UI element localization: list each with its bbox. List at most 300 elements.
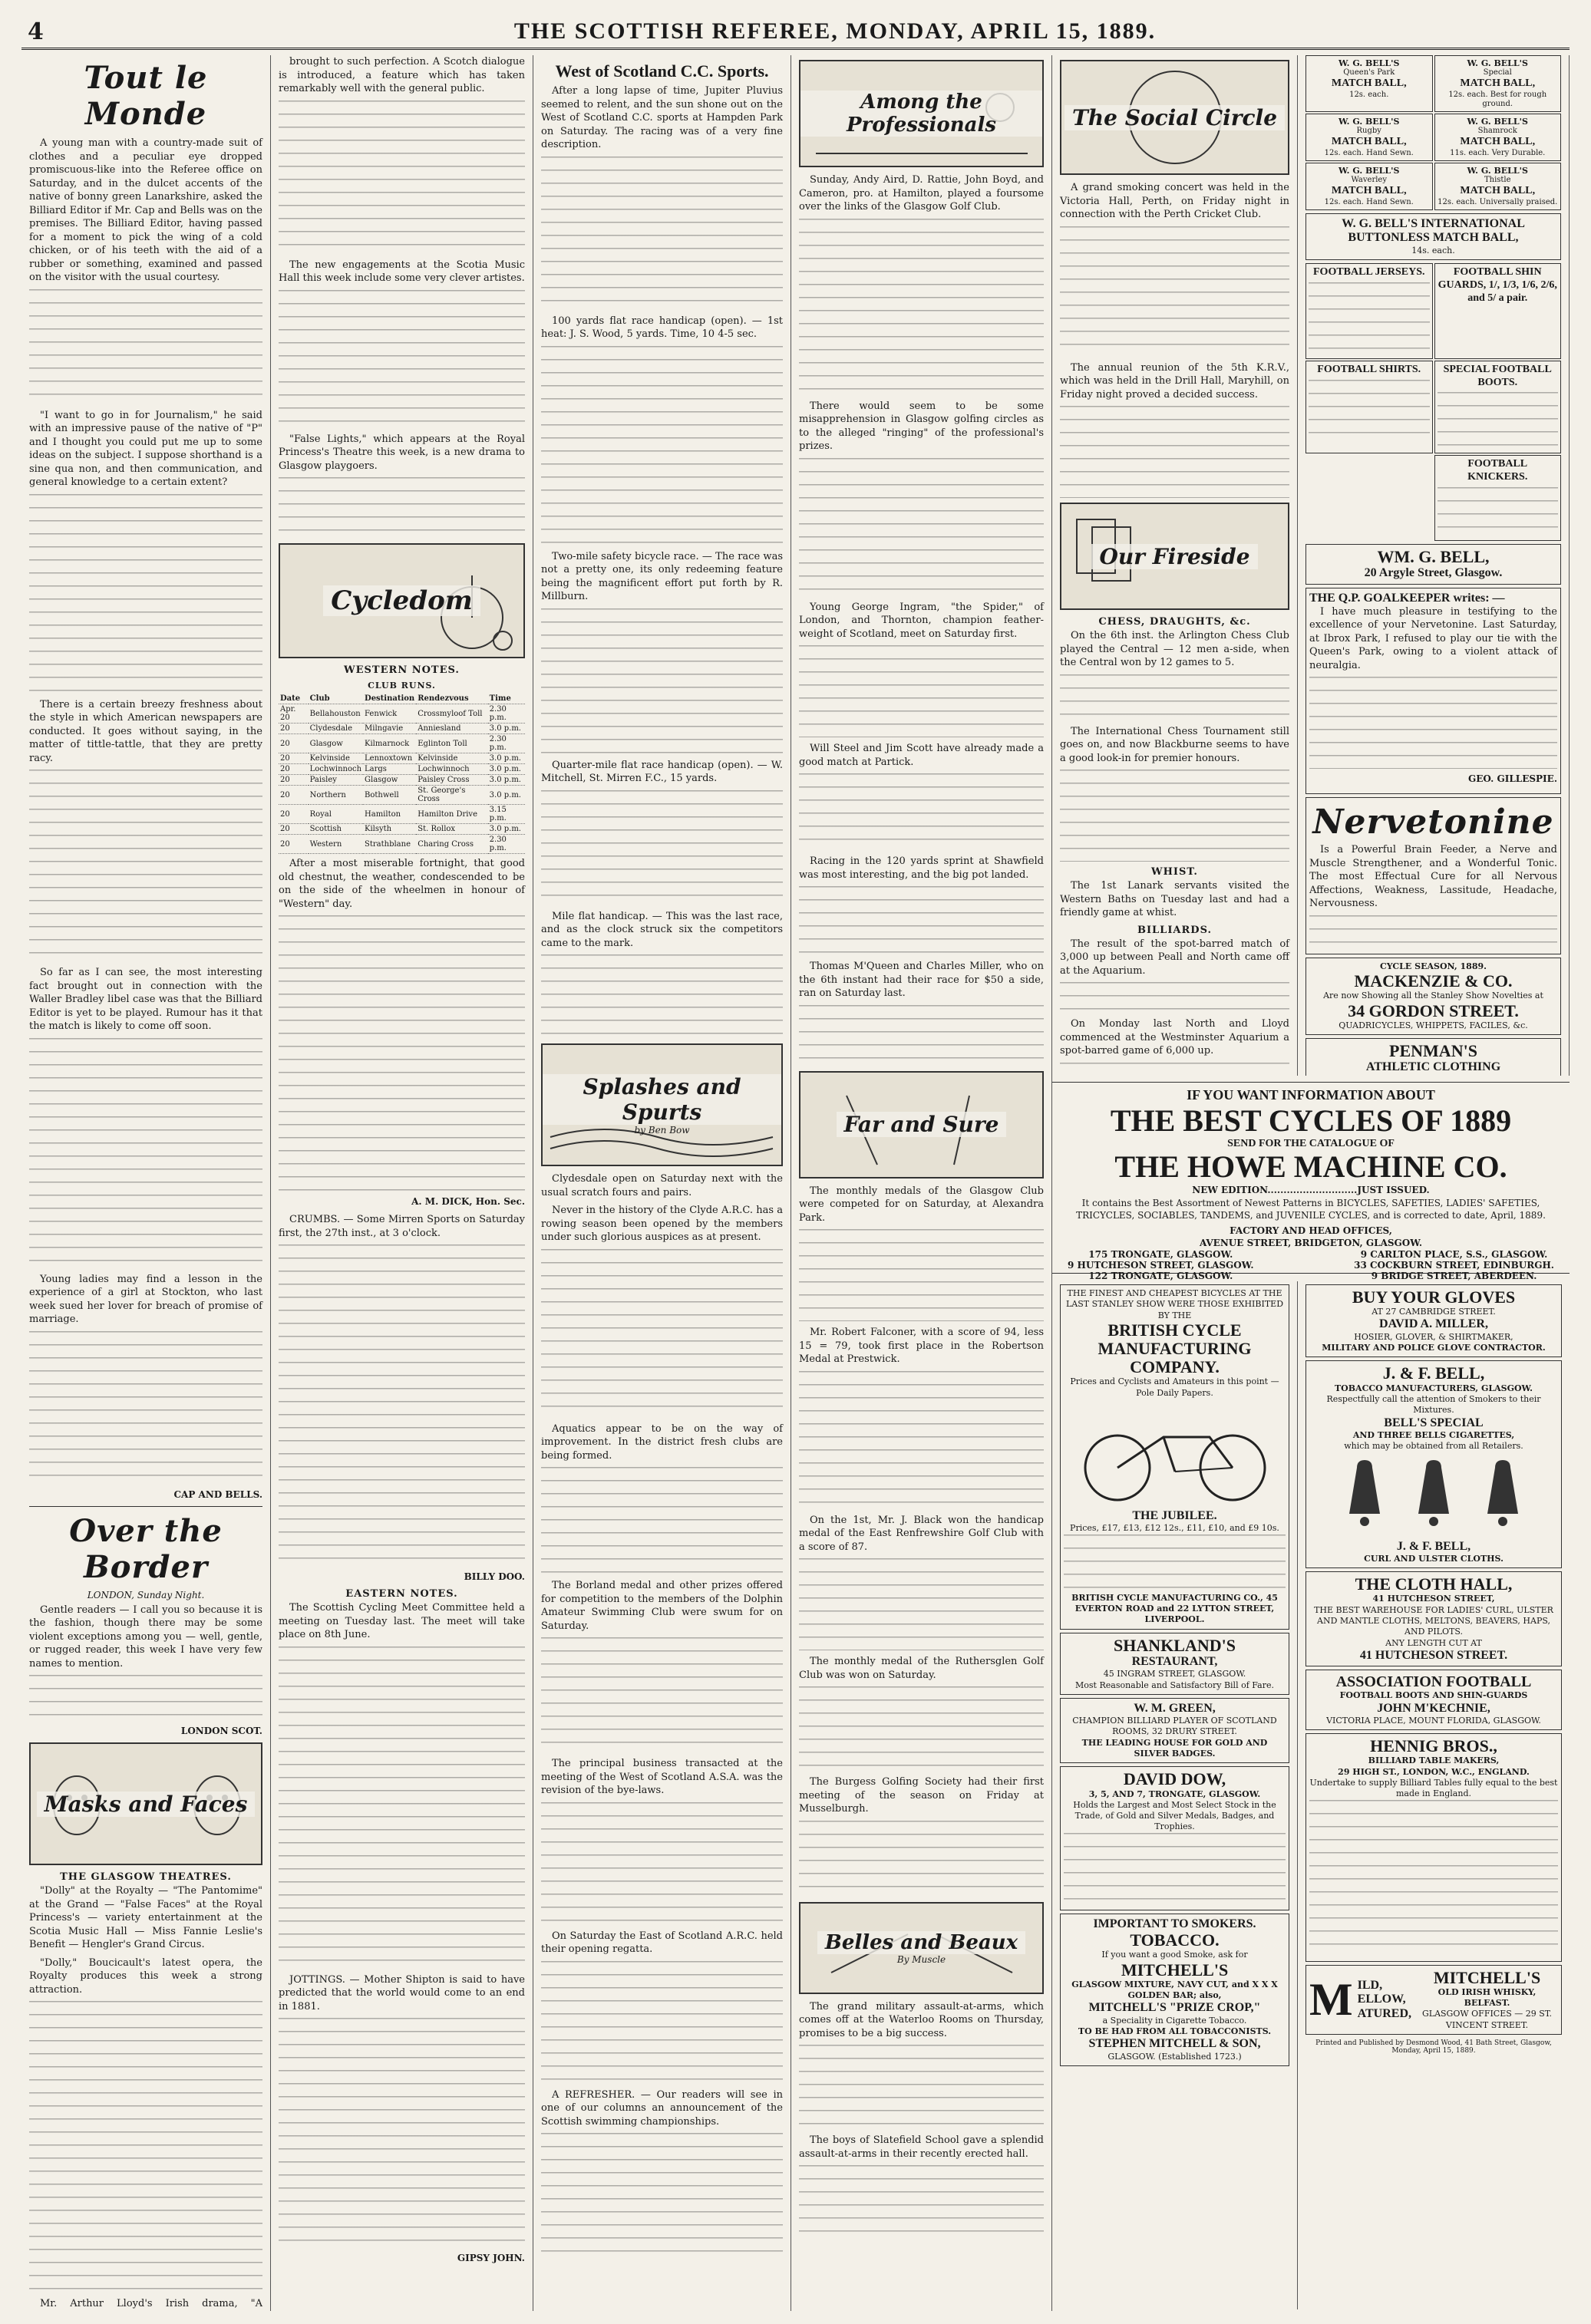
ad-line: Most Reasonable and Satisfactory Bill of Fare. [1075, 1680, 1274, 1690]
branch-addresses [1052, 1249, 1570, 1281]
nervetonine-logo: Nervetonine [1312, 803, 1554, 842]
ad-title: HENNIG BROS., [1370, 1736, 1497, 1756]
match-ball-ad [1305, 114, 1433, 161]
ad-line: Respectfully call the attention of Smokers to their Mixtures. [1326, 1393, 1541, 1416]
ad-line: CHAMPION BILLIARD PLAYER OF SCOTLAND [1072, 1716, 1277, 1726]
text-block [1060, 226, 1289, 357]
table-cell: 3.0 p.m. [488, 775, 525, 786]
article-paragraph: The new engagements at the Scotia Music Hall this week include some very clever artistes. [279, 259, 525, 284]
column-6-lower [1298, 1281, 1570, 2309]
article-paragraph: The grand military assault-at-arms, which comes off at the Waterloo Rooms on Thursday, promises to be a big success. [799, 2000, 1044, 2039]
match-ball-ad [1305, 163, 1433, 210]
address-line: 9 BRIDGE STREET, ABERDEEN. [1371, 1271, 1537, 1282]
table-cell: Western [309, 835, 363, 854]
text-block [29, 494, 262, 694]
maker-name: JOHN M'KECHNIE, [1377, 1701, 1490, 1715]
ball-name: W. G. BELL'S [1338, 58, 1400, 68]
shirts-ad [1305, 361, 1433, 454]
club-runs-body [279, 704, 525, 854]
ad-line: SEND FOR THE CATALOGUE OF [1227, 1137, 1395, 1149]
text-block [541, 608, 783, 754]
ball-sub: Waverley [1351, 176, 1387, 185]
table-header-row [279, 694, 525, 704]
sub-heading: CLUB RUNS. [368, 681, 436, 691]
table-cell: Lochwinnoch [309, 765, 362, 773]
ad-title: WM. G. BELL, [1377, 547, 1490, 567]
ad-line: TOBACCO MANUFACTURERS, GLASGOW. [1334, 1383, 1533, 1393]
ad-title: FOOTBALL SHIN GUARDS, 1/, 1/3, 1/6, 2/6, and 5/ a pair. [1438, 266, 1557, 304]
table-cell: Hamilton Drive [416, 805, 487, 824]
section-west-of-scotland: West of Scotland C.C. Sports. [555, 61, 769, 81]
table-cell: 20 [279, 805, 309, 824]
table-cell: Crossmyloof Toll [416, 704, 487, 724]
howe-machine-ad [1052, 1082, 1570, 1282]
ad-address: 41 HUTCHESON STREET. [1359, 1648, 1508, 1662]
table-row [279, 824, 525, 835]
article-paragraph: On Saturday the East of Scotland A.R.C. held their opening regatta. [541, 1930, 783, 1956]
text-block [541, 1961, 783, 2084]
ad-label: J. & F. BELL, [1396, 1539, 1471, 1553]
article-paragraph: Will Steel and Jim Scott have already made a good match at Partick. [799, 743, 1044, 768]
table-cell: Lennoxtown [363, 753, 416, 764]
article-paragraph: The boys of Slatefield School gave a splendid assault-at-arms in their recently erected hall. [799, 2134, 1044, 2160]
table-cell: 2.30 p.m. [488, 835, 525, 854]
gloves-ad [1305, 1284, 1562, 1357]
article-paragraph: A grand smoking concert was held in the Victoria Hall, Perth, on Friday night in connection with the Perth Cricket Club. [1060, 182, 1289, 220]
signature: GEO. GILLESPIE. [1467, 773, 1557, 785]
article-paragraph: There would seem to be some misapprehension in Glasgow golfing circles as to the alleged "ringing" of the professional's prizes. [799, 400, 1044, 452]
table-cell: Lochwinnoch [416, 764, 487, 775]
ad-address: BRITISH CYCLE MANUFACTURING CO., 45 EVERTON ROAD and 22 LYTTON STREET, LIVERPOOL. [1071, 1592, 1278, 1625]
sub-heading: THE GLASGOW THEATRES. [60, 1871, 232, 1883]
ball-note: 12s. each. Hand Sewn. [1324, 148, 1414, 157]
whisky-words [1358, 1979, 1411, 2021]
text-block [541, 1802, 783, 1925]
ad-title: PENMAN'S [1389, 1041, 1477, 1061]
table-cell: Fenwick [363, 704, 416, 724]
ad-line: which may be obtained from all Retailers. [1344, 1441, 1523, 1452]
masks-faces-illustration [29, 1742, 262, 1865]
article-paragraph: The monthly medals of the Glasgow Club were competed for on Saturday, at Alexandra Park. [799, 1185, 1044, 1224]
association-football-ad [1305, 1670, 1562, 1730]
ad-address: ROOMS, 32 DRURY STREET. [1112, 1726, 1237, 1737]
text-block [279, 1647, 525, 1969]
column-4 [791, 55, 1052, 2311]
divider [29, 1506, 262, 1507]
illustration-title: Among the Professionals [800, 91, 1042, 137]
ad-company: THE HOWE MACHINE CO. [1114, 1149, 1507, 1185]
football-gear-ads [1305, 263, 1561, 541]
table-row [279, 835, 525, 854]
text-block [799, 1558, 1044, 1650]
ad-text: Is a Powerful Brain Feeder, a Nerve and Muscle Strengthener, and a Wonderful Tonic. The most Effectual Cure for all Nervous Affections, Weakness, Lassitude, Headache, Nervousness. [1309, 844, 1557, 910]
ad-line: MITCHELL'S "PRIZE CROP," [1088, 2001, 1261, 2015]
column-6 [1298, 55, 1570, 1076]
column-5-lower [1052, 1281, 1298, 2309]
text-block [279, 915, 525, 1192]
ad-line [1309, 1075, 1557, 1076]
ad-line: a Speciality in Cigarette Tobacco. [1102, 2015, 1247, 2026]
text-block [1309, 1800, 1558, 1953]
ad-headline: THE BEST CYCLES OF 1889 [1110, 1103, 1512, 1138]
article-paragraph: "I want to go in for Journalism," he said with an impressive pause of the native of "P" and I thought you could put me up to some ideas on the subject. I suppose shorthand is a sine qua non, and then communication, and general knowledge to a certain extent? [29, 409, 262, 488]
column-header: Club [309, 694, 363, 704]
column-5 [1052, 55, 1298, 1076]
ad-address: 3, 5, AND 7, TRONGATE, GLASGOW. [1088, 1788, 1261, 1799]
sub-heading: WESTERN NOTES. [344, 664, 460, 676]
ad-line: Prices and Cyclists and Amateurs in this point — Pole Daily Papers. [1070, 1376, 1279, 1398]
knickers-ad [1434, 455, 1562, 541]
text-block [541, 1637, 783, 1752]
table-cell: Kilmarnock [363, 734, 416, 753]
green-ad [1060, 1698, 1289, 1764]
ad-subtitle: ATHLETIC CLOTHING [1365, 1060, 1501, 1074]
club-runs-table [279, 694, 525, 854]
text-block [29, 1675, 262, 1721]
ad-line: MILITARY AND POLICE GLOVE CONTRACTOR. [1322, 1343, 1546, 1353]
article-paragraph: On Monday last North and Lloyd commenced at the Westminster Aquarium a spot-barred game of 6,000 up. [1060, 1018, 1289, 1057]
article-paragraph: Gentle readers — I call you so because it is the fashion, though there may be some violent exceptions among you — well, gentle, or rugged reader, this week I have very few names to mention. [29, 1604, 262, 1670]
ad-text: THE BEST WAREHOUSE FOR LADIES' CURL, ULSTER AND MANTLE CLOTHS, MELTONS, BEAVERS, HAPS, AND PILOTS. [1314, 1604, 1553, 1637]
ball-note: 12s. each. Universally praised. [1438, 197, 1558, 206]
printer-imprint: Printed and Published by Desmond Wood, 41 Bath Street, Glasgow, Monday, April 15, 1889. [1315, 2039, 1552, 2055]
goalkeeper-testimonial [1305, 588, 1561, 795]
text-block [799, 2165, 1044, 2234]
article-paragraph: A young man with a country-made suit of clothes and a peculiar eye dropped promiscuous-like into the Referee office on Saturday, and in the dulcet accents of the native of bonny green Lanarkshire, asked the Billiard Editor if Mr. Cap and Bells was on the premises. The Billiard Editor, having passed for a moment to pick the wing of a cold chicken, or of his teeth with the aid of a rubber or something, examined and passed on the visitor with the usual courtesy. [29, 137, 262, 283]
text-block [1438, 487, 1559, 533]
illustration-title: Splashes and Spurts [543, 1074, 781, 1125]
ad-address: 45 INGRAM STREET, GLASGOW. [1103, 1669, 1246, 1680]
text-block [279, 1244, 525, 1567]
ball-sub: Rugby [1356, 127, 1381, 136]
table-row [279, 753, 525, 764]
ball-name: W. G. BELL'S [1338, 116, 1400, 127]
text-block [541, 2133, 783, 2256]
text-block [29, 770, 262, 961]
brand-name: MITCHELL'S [1433, 1967, 1541, 1987]
text-block [541, 790, 783, 905]
whisky-word: ILD, [1357, 1978, 1383, 1992]
article-paragraph: Clydesdale open on Saturday next with the usual scratch fours and pairs. [541, 1173, 783, 1198]
table-cell: 3.0 p.m. [488, 824, 525, 835]
article-paragraph: Sunday, Andy Aird, D. Rattie, John Boyd, and Cameron, pro. at Hamilton, played a foursome over the links of the Glasgow Golf Club. [799, 174, 1044, 213]
among-professionals-illustration [799, 60, 1044, 167]
table-row [279, 764, 525, 775]
ad-line: IMPORTANT TO SMOKERS. [1093, 1917, 1256, 1930]
maker-name: DAVID A. MILLER, [1379, 1317, 1488, 1331]
jf-bell-ad [1305, 1360, 1562, 1568]
text-block [1060, 1063, 1289, 1076]
illustration-title: Masks and Faces [37, 1792, 256, 1817]
table-cell: Glasgow [363, 775, 416, 786]
mackenzie-ad [1305, 958, 1561, 1035]
ad-address: 29 HIGH ST., LONDON, W.C., ENGLAND. [1338, 1766, 1530, 1777]
ad-line: HOSIER, GLOVER, & SHIRTMAKER, [1354, 1331, 1513, 1342]
article-paragraph: CRUMBS. — Some Mirren Sports on Saturday first, the 27th inst., at 3 o'clock. [279, 1214, 525, 1239]
text-block [541, 1249, 783, 1418]
text-block [29, 1038, 262, 1268]
article-paragraph: So far as I can see, the most interesting fact brought out in connection with the Waller Bradley libel case was that the Billiard Editor is yet to be played. Rumour has it that the match is likely to come off soon. [29, 967, 262, 1032]
address-line: 122 TRONGATE, GLASGOW. [1088, 1271, 1233, 1282]
table-cell: 20 [279, 734, 309, 753]
ball-sub: Queen's Park [1343, 68, 1395, 77]
column-header: Date [279, 694, 309, 704]
text-block [1309, 380, 1430, 433]
table-cell: Anniesland [416, 724, 487, 734]
text-block [1309, 282, 1430, 351]
shin-guards-ad [1434, 263, 1562, 359]
text-block [1060, 982, 1289, 1013]
text-block [1309, 915, 1557, 946]
table-cell: Bellahouston [309, 704, 363, 724]
ad-line: If you want a good Smoke, ask for [1101, 1950, 1248, 1960]
article-paragraph: "Dolly," Boucicault's latest opera, the Royalty produces this week a strong attraction. [29, 1956, 262, 1996]
article-paragraph: JOTTINGS. — Mother Shipton is said to have predicted that the world would come to an end in 1881. [279, 1973, 525, 2012]
column-header: Destination [365, 694, 415, 703]
three-bells-icon [1311, 1452, 1556, 1537]
whisky-brand-block [1416, 1969, 1558, 2031]
article-paragraph: The Borland medal and other prizes offered for competition to the members of the Dolphin Amateur Swimming Club were swum for on Saturday. [541, 1580, 783, 1632]
ad-address: AVENUE STREET, BRIDGETON, GLASGOW. [1199, 1238, 1423, 1249]
ad-title: W. G. BELL'S INTERNATIONAL BUTTONLESS MATCH BALL, [1342, 216, 1525, 245]
signature: GIPSY JOHN. [457, 2253, 525, 2263]
wm-bell-ad [1305, 544, 1561, 585]
text-block [799, 2045, 1044, 2129]
table-cell: Scottish [309, 824, 363, 835]
ad-subtitle: BILLIARD TABLE MAKERS, [1368, 1755, 1500, 1766]
address-line: 9 CARLTON PLACE, S.S., GLASGOW. [1360, 1249, 1548, 1261]
ball-label: MATCH BALL, [1331, 77, 1407, 90]
ad-address: 34 GORDON STREET. [1348, 1000, 1519, 1020]
ball-sub: Special [1483, 68, 1512, 77]
ad-line: AND THREE BELLS CIGARETTES, [1352, 1429, 1515, 1440]
ad-title: FOOTBALL KNICKERS. [1467, 458, 1528, 483]
ad-line: THE FINEST AND CHEAPEST BICYCLES AT THE LAST STANLEY SHOW WERE THOSE EXHIBITED BY THE [1065, 1288, 1284, 1320]
illustration-title: Belles and Beaux [817, 1931, 1025, 1954]
ball-note: 11s. each. Very Durable. [1450, 148, 1546, 157]
far-and-sure-illustration [799, 1071, 1044, 1178]
ball-sub: Shamrock [1477, 127, 1517, 136]
cloth-hall-ad [1305, 1571, 1562, 1666]
nervetonine-ad [1305, 797, 1561, 954]
international-ball-ad [1305, 213, 1561, 260]
table-cell: Kelvinside [416, 753, 487, 764]
penman-ad [1305, 1038, 1561, 1076]
ad-text: I have much pleasure in testifying to the excellence of your Nervetonine. Last Saturday, at Ibrox Park, I refused to play our tie with the Queen's Park, owing to a violent attack of neuralgia. [1309, 605, 1557, 671]
text-block [541, 346, 783, 546]
table-row [279, 786, 525, 805]
our-fireside-illustration [1060, 503, 1289, 610]
text-block [1064, 1534, 1286, 1588]
match-ball-ad [1434, 55, 1562, 112]
table-cell: Kilsyth [363, 824, 416, 835]
ball-label: MATCH BALL, [1460, 185, 1536, 197]
table-cell: 3.15 p.m. [488, 805, 525, 824]
text-block [279, 2018, 525, 2248]
section-over-the-border: Over the Border [69, 1512, 223, 1585]
boots-ad [1434, 361, 1562, 454]
article-paragraph: Two-mile safety bicycle race. — The race was not a pretty one, its only redeeming feature being the magnificent effort put forth by R. Millburn. [541, 550, 783, 603]
section-tout-le-monde: Tout le Monde [84, 60, 208, 132]
illustration-title: Our Fireside [1091, 544, 1257, 569]
table-cell: Charing Cross [416, 835, 487, 854]
ad-title: W. M. GREEN, [1134, 1701, 1216, 1715]
david-dow-ad [1060, 1766, 1289, 1910]
ad-title: TOBACCO. [1130, 1930, 1220, 1950]
newspaper-title: THE SCOTTISH REFEREE, MONDAY, APRIL 15, 1889. [513, 18, 1157, 44]
text-block [279, 101, 525, 254]
table-cell: 20 [279, 775, 309, 786]
address-left [1068, 1249, 1254, 1281]
match-ball-ads [1305, 55, 1561, 210]
table-cell: 20 [279, 835, 309, 854]
ad-line: IF YOU WANT INFORMATION ABOUT [1187, 1087, 1435, 1103]
address-right [1354, 1249, 1554, 1281]
table-cell: 20 [279, 824, 309, 835]
text-block [799, 1371, 1044, 1509]
table-cell: Milngavie [363, 724, 416, 734]
ad-title: SHANKLAND'S [1114, 1635, 1236, 1655]
text-block [799, 1229, 1044, 1321]
text-block [279, 290, 525, 428]
ball-label: MATCH BALL, [1331, 185, 1407, 197]
article-paragraph: On the 1st, Mr. J. Black won the handicap medal of the East Renfrewshire Golf Club with a score of 87. [799, 1514, 1044, 1553]
table-cell: 3.0 p.m. [488, 764, 525, 775]
ad-line: OLD IRISH WHISKY, BELFAST. [1438, 1986, 1537, 2009]
signature: BILLY DOO. [464, 1571, 525, 1582]
address-line: 33 COCKBURN STREET, EDINBURGH. [1354, 1260, 1554, 1271]
match-ball-ad [1434, 163, 1562, 210]
table-cell: Paisley Cross [416, 775, 487, 786]
text-block [1064, 1833, 1286, 1902]
text-block [799, 773, 1044, 850]
table-cell: St. Rollox [416, 824, 487, 835]
table-cell: 3.0 p.m. [488, 786, 525, 805]
ad-title: ASSOCIATION FOOTBALL [1335, 1673, 1532, 1691]
signature: A. M. DICK, Hon. Sec. [411, 1196, 525, 1207]
ad-line: 14s. each. [1411, 245, 1455, 255]
ad-line: CURL AND ULSTER CLOTHS. [1364, 1553, 1504, 1564]
table-cell: Northern [309, 786, 363, 805]
ad-address: VICTORIA PLACE, MOUNT FLORIDA, GLASGOW. [1326, 1715, 1541, 1726]
belles-beaux-illustration [799, 1902, 1044, 1994]
text-block [541, 954, 783, 1039]
ad-line: GLASGOW OFFICES — 29 ST. VINCENT STREET. [1421, 2009, 1553, 2030]
ad-line: THE LEADING HOUSE FOR GOLD AND SILVER BADGES. [1081, 1737, 1268, 1759]
table-cell: Strathblane [363, 835, 416, 854]
article-paragraph: Mr. Robert Falconer, with a score of 94, less 15 = 79, took first place in the Robertson Medal at Prestwick. [799, 1327, 1044, 1365]
masthead [21, 17, 1570, 50]
text-block [799, 1821, 1044, 1897]
whisky-word: ELLOW, [1357, 1993, 1406, 2006]
ball-name: W. G. BELL'S [1467, 58, 1528, 68]
column-3 [533, 55, 791, 2311]
sub-heading: EASTERN NOTES. [345, 1588, 458, 1600]
text-block [799, 458, 1044, 596]
text-block [1060, 674, 1289, 720]
ad-text: Holds the Largest and Most Select Stock in the Trade, of Gold and Silver Medals, Badges, and Trophies. [1073, 1799, 1276, 1832]
article-paragraph: Quarter-mile flat race handicap (open). — W. Mitchell, St. Mirren F.C., 15 yards. [541, 759, 783, 785]
article-paragraph: After a long lapse of time, Jupiter Pluvius seemed to relent, and the sun shone out on the West of Scotland C.C. sports at Hampden Park on Saturday. The racing was of a very fine description. [541, 85, 783, 151]
table-cell: Bothwell [363, 786, 416, 805]
ad-address: 41 HUTCHESON STREET, [1372, 1594, 1495, 1604]
ball-sub: Thistle [1484, 176, 1511, 185]
ad-line: FOOTBALL BOOTS AND SHIN-GUARDS [1339, 1690, 1528, 1701]
maker-name: STEPHEN MITCHELL & SON, [1088, 2037, 1261, 2051]
ad-line: QUADRICYCLES, WHIPPETS, FACILES, &c. [1338, 1020, 1528, 1030]
illustration-title: The Social Circle [1065, 105, 1285, 130]
article-paragraph: Mile flat handicap. — This was the last race, and as the clock struck six the competitors came to the mark. [541, 910, 783, 949]
ad-line: BELL'S SPECIAL [1384, 1416, 1484, 1429]
ad-line: Are now Showing all the Stanley Show Novelties at [1323, 991, 1543, 1001]
ad-title: BUY YOUR GLOVES [1352, 1287, 1516, 1307]
text-block [29, 289, 262, 404]
table-cell: Largs [363, 764, 416, 775]
article-paragraph: The 1st Lanark servants visited the Western Baths on Tuesday last and had a friendly game at whist. [1060, 880, 1289, 918]
article-paragraph: "False Lights," which appears at the Royal Princess's Theatre this week, is a new drama to Glasgow playgoers. [279, 433, 525, 472]
table-cell: Paisley [309, 775, 363, 786]
text-block [1060, 406, 1289, 498]
text-block [1438, 392, 1559, 446]
cycledom-illustration [279, 543, 525, 658]
column-2 [271, 55, 533, 2311]
ad-title: J. & F. BELL, [1382, 1363, 1485, 1383]
signature: LONDON SCOT. [180, 1726, 262, 1736]
text-block [799, 886, 1044, 955]
ball-note: 12s. each. Hand Sewn. [1324, 197, 1414, 206]
ad-title: DAVID DOW, [1123, 1769, 1226, 1789]
table-cell: 20 [279, 724, 309, 734]
table-cell: Eglinton Toll [416, 734, 487, 753]
shanklands-ad [1060, 1633, 1289, 1695]
table-cell: Apr. 20 [279, 704, 309, 724]
table-cell: 3.0 p.m. [488, 753, 525, 764]
article-paragraph: Mr. Arthur Lloyd's Irish drama, "A [40, 2298, 262, 2309]
text-block [799, 645, 1044, 737]
article-paragraph: "Dolly" at the Royalty — "The Pantomime" at the Grand — "False Faces" at the Royal Princess's — variety entertainment at the Scotia Music Hall — Miss Fannie Leslie's Benefit — Hengler's Grand Circus. [29, 1885, 262, 1950]
ad-line: CYCLE SEASON, 1889. [1380, 961, 1487, 971]
text-block [29, 1331, 262, 1485]
ad-line: FACTORY AND HEAD OFFICES, [1230, 1225, 1392, 1236]
table-row [279, 734, 525, 753]
text-block [799, 1686, 1044, 1771]
ball-label: MATCH BALL, [1460, 77, 1536, 90]
sub-heading: WHIST. [1151, 866, 1198, 878]
article-paragraph: There is a certain breezy freshness about the style in which American newspapers are conducted. It goes without saying, in the matter of tittle-tattle, that they are pretty racy. [29, 698, 262, 764]
article-paragraph: The Scottish Cycling Meet Committee held a meeting on Tuesday last. The meet will take place on 8th June. [279, 1602, 525, 1640]
ad-title: FOOTBALL JERSEYS. [1313, 266, 1425, 279]
ad-title: SPECIAL FOOTBALL BOOTS. [1443, 363, 1552, 388]
match-ball-ad [1434, 114, 1562, 161]
table-row [279, 724, 525, 734]
ad-title: THE Q.P. GOALKEEPER writes: — [1309, 591, 1505, 605]
ad-subtitle: RESTAURANT, [1131, 1654, 1218, 1668]
ad-title: FOOTBALL SHIRTS. [1317, 363, 1421, 375]
illustration-byline: by Ben Bow [634, 1125, 690, 1136]
ad-line: GLASGOW. (Established 1723.) [1107, 2051, 1242, 2062]
address-line: 175 TRONGATE, GLASGOW. [1088, 1249, 1233, 1261]
text-block [279, 477, 525, 539]
article-paragraph: The International Chess Tournament still goes on, and now Blackburne seems to have a good look-in for premier honours. [1060, 725, 1289, 764]
article-paragraph: Young George Ingram, "the Spider," of London, and Thornton, champion feather-weight of Scotland, meet on Saturday first. [799, 601, 1044, 640]
text-block [541, 157, 783, 310]
ball-note: 12s. each. Best for rough ground. [1448, 90, 1547, 108]
table-cell: 3.0 p.m. [488, 724, 525, 734]
text-block [799, 219, 1044, 395]
ball-name: W. G. BELL'S [1467, 165, 1528, 176]
ad-title: THE CLOTH HALL, [1355, 1574, 1513, 1594]
mitchells-tobacco-ad [1060, 1914, 1289, 2066]
